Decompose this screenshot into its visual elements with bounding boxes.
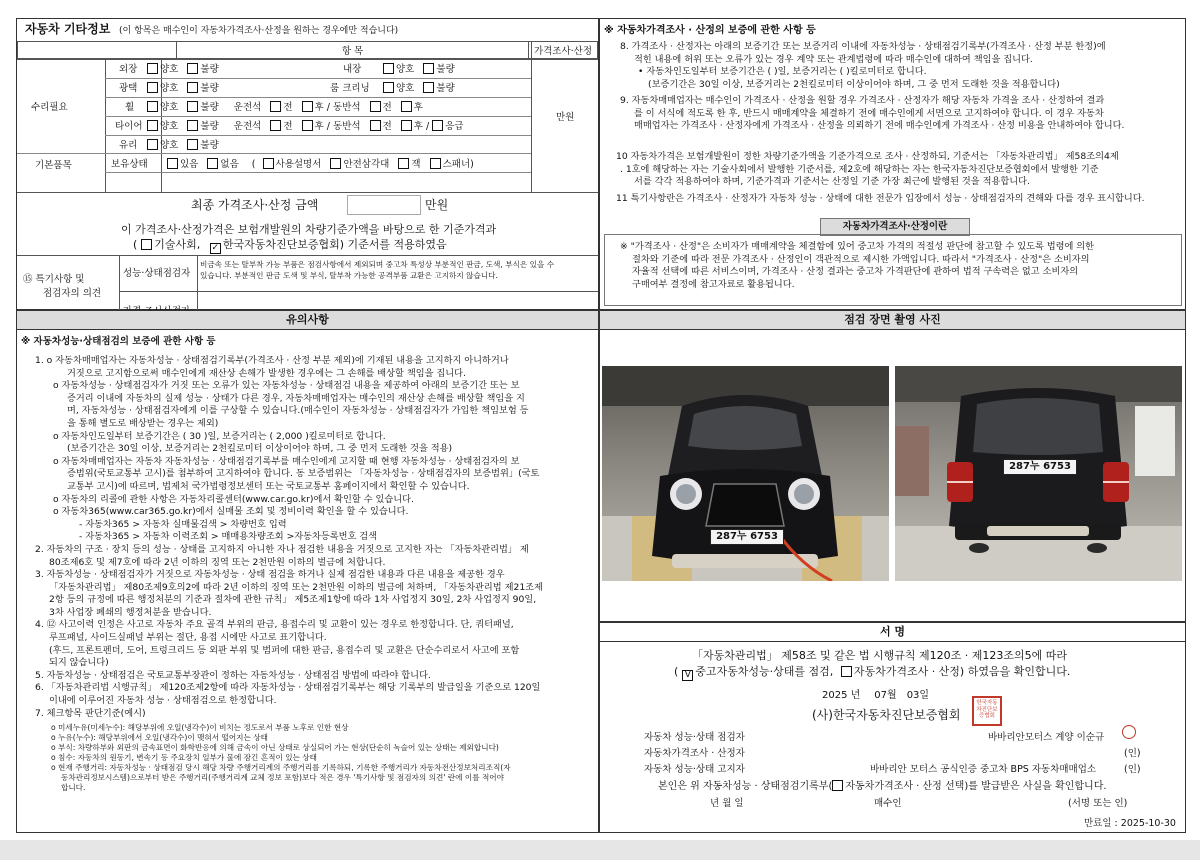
wheel-bad-checkbox[interactable] [187, 101, 198, 112]
row-tire: 타이어 [115, 121, 143, 132]
buyer-date: 년 월 일 [710, 798, 744, 809]
rear-car-photo [895, 366, 1182, 581]
photos-title: 점검 장면 촬영 사진 [600, 311, 1185, 330]
special-label-2: 점검자의 의견 [43, 288, 102, 299]
item-10: 10 자동차가격은 보험개발원이 정한 차량기준가액을 기준가격으로 조사 · 산정하되, 기준서는 「자동차관리법」 제58조의4제 . 1호에 해당하는 자는 기술사회에서 발행한 기준서를, 제2호에 해당하는 자는 한국자동차진단보증협회에서 발행한 기준 서를 각각 적용하여야 하며, 기준가격과 기준서는 산정일 기준 가장 최근에 발행된 것을 적용합니다. [616, 151, 1119, 188]
tire-bad-checkbox[interactable] [187, 120, 198, 131]
row-interior: 내장 [343, 64, 362, 75]
wheel-driver-front-checkbox[interactable] [270, 101, 281, 112]
gloss-options: 양호 불량 [147, 82, 219, 95]
sign-org: (사)한국자동차진단보증협회 [812, 708, 961, 722]
notifier-label: 자동차 성능·상태 고지자 [644, 764, 745, 775]
holding-exists-checkbox[interactable] [167, 158, 178, 169]
other-info-title: 자동차 기타정보 [25, 22, 111, 36]
exterior-good-checkbox[interactable] [147, 63, 158, 74]
used-car-inspection-checkbox[interactable]: V [682, 670, 693, 681]
tech-society-checkbox[interactable] [141, 239, 152, 250]
final-amount-input[interactable] [347, 195, 421, 215]
item-8: 8. 가격조사 · 산정자는 아래의 보증기간 또는 보증거리 이내에 자동차성능 · 상태점검기록부(가격조사 · 산정 부분 한정)에 적힌 내용에 허위 또는 오류가 있는 경우 계약 또는 관계법령에 따라 매수인에 대하여 책임을 집니다. • 자동차인도일부터 보증기간은 ( )일, 보증거리는 ( )킬로미터로 합니다. (보증기간은 30일 이상, 보증거리는 2천킬로미터 이상이어야 하며, 그 중 먼저 도래한 것을 적용합니다) [620, 41, 1106, 90]
inspector-label: 자동차 성능·상태 점검자 [644, 732, 745, 743]
wheel-passenger-front-checkbox[interactable] [370, 101, 381, 112]
perf-inspector-text-1: 비금속 또는 탈부착 가능 부품은 점검사항에서 제외되며 중고차 특성상 부분적인 판금, 도색, 부식은 있을 수 [200, 260, 555, 269]
org-stamp: 한국자동차진단보증협회 [972, 696, 1002, 726]
signature-section [599, 622, 1186, 833]
row-exterior: 외장 [119, 64, 138, 75]
front-license-plate: 287누 6753 [710, 529, 784, 545]
holding-options: 있음 없음 ( 사용설명서 안전삼각대 잭 스패너) [167, 158, 474, 171]
price-unit: 만원 [556, 112, 575, 123]
manual-checkbox[interactable] [263, 158, 274, 169]
buyer-sign: (서명 또는 인) [1068, 798, 1128, 809]
wheel-good-checkbox[interactable] [147, 101, 158, 112]
tire-options: 양호 불량 운전석 전 후 / 동반석 전 후 / 응급 [147, 120, 464, 133]
inspector-name: 바바리안모터스 계양 이순규 [988, 732, 1105, 743]
glass-good-checkbox[interactable] [147, 139, 158, 150]
photos-section [599, 310, 1186, 622]
interior-good-checkbox[interactable] [383, 63, 394, 74]
col-price: 가격조사·산정 [529, 42, 598, 59]
repair-needed-label: 수리필요 [31, 102, 68, 113]
notes-subtitle: ※ 자동차성능·상태점검의 보증에 관한 사항 등 [21, 336, 216, 347]
special-label-1: ⑮ 특기사항 및 [23, 274, 85, 285]
perf-inspector-text-2: 있습니다. 부분적인 판금 도색 및 부식, 탈부착 가능한 공격부품 교환은 고지하지 않습니다. [200, 271, 498, 280]
sign-date: 2025 년 07월 03일 [822, 690, 930, 701]
price-survey-checkbox[interactable] [841, 666, 852, 677]
price-guarantee-title: ※ 자동차가격조사 · 산정의 보증에 관한 사항 등 [604, 25, 816, 36]
kads-checkbox[interactable]: ✓ [211, 243, 220, 253]
row-wheel: 휠 [125, 102, 135, 113]
buyer-label: 매수인 [874, 798, 902, 809]
notes-section [16, 310, 599, 833]
sign-line1: 「자동차관리법」 제58조 및 같은 법 시행규칙 제120조 · 제123조의5에 따라 [692, 649, 1067, 662]
notifier-seal: (인) [1124, 764, 1141, 775]
tire-driver-rear-checkbox[interactable] [302, 120, 313, 131]
tire-passenger-rear-checkbox[interactable] [401, 120, 412, 131]
item-11: 11 특기사항란은 가격조사 · 산정자가 자동차 성능 · 상태에 대한 전문가 입장에서 성능 · 상태점검자의 견해와 다를 경우 표시합니다. [616, 193, 1145, 204]
row-gloss: 광택 [119, 83, 138, 94]
pricer-seal: (인) [1124, 748, 1141, 759]
notes-criteria: o 미세누유(미세누수): 해당부위에 오일(냉각수)이 비치는 정도로서 부품 노후로 인한 현상 o 누유(누수): 해당부위에서 오일(냉각수)이 맺혀서 떨어지는 상태 o 부식: 차량하부와 외판의 금속표면이 화학반응에 의해 금속이 아닌 상태로 상실되어 가는 현상(단순히 녹슬어 있는 상태는 제외합니다) o 침수: 자동차의 원동기, 변속기 등 주요장치 일부가 물에 잠긴 흔적이 있는 상태 o 현재 주행거리: 자동차성능 · 상태점검 당시 해당 차량 주행거리계의 주행거리를 기록하되, 기록한 주행거리가 자동차전산정보처리조직(자 동차관리정보시스템)으로부터 받은 주행거리(주행거리계 교체 정보 포함)보다 적은 경우 '특기사항 및 점검자의 의견' 란에 이를 적어야 합니다. [51, 723, 511, 792]
notes-body: 1. o 자동차매매업자는 자동차성능 · 상태점검기록부(가격조사 · 산정 부분 제외)에 기재된 내용을 고지하지 아니하거나 거짓으로 고지함으로써 매수인에게 재산상 손해가 발생한 경우에는 그 손해를 배상할 책임을 집니다. o 자동차성능 · 상태점검자가 거짓 또는 오류가 있는 자동차성능 · 상태점검 내용을 제공하여 아래의 보증기간 또는 보 증거리 이내에 자동차의 실제 성능 · 상태가 다른 경우, 자동차매매업자는 매수인의 재산상 손해를 배상할 책임을 지 며, 자동차성능 · 상태점검자에게 이를 구상할 수 있습니다.(매수인이 자동차성능 · 상태점검자가 가입한 책임보험 등 을 통해 별도로 배상받는 경우는 제외) o 자동차인도일부터 보증기간은 ( 30 )일, 보증거리는 ( 2,000 )킬로미터로 합니다. (보증기간은 30일 이상, 보증거리는 2천킬로미터 이상이어야 하며, 그 중 먼저 도래한 것을 적용) o 자동차매매업자는 자동차 자동차성능 · 상태점검기록부를 매수인에게 고지할 때 현행 자동차성능 · 상태점검자의 보 증범위(국토교통부 고시)를 첨부하여 고지하여야 합니다. 동 보증범위는 「자동차성능 · 상태점검자의 보증범위」(국토 교통부 고시)에 따르며, 법제처 국가법령정보센터 또는 국토교통부 홈페이지에서 확인할 수 있습니다. o 자동차의 리콜에 관한 사항은 자동차리콜센터(www.car.go.kr)에서 확인할 수 있습니다. o 자동차365(www.car365.go.kr)에서 실매물 조회 및 정비이력 확인을 할 수 있습니다. - 자동차365 > 자동차 실매물검색 > 차량번호 입력 - 자동차365 > 자동차 이력조회 > 매매용차량조회 >자동차등록번호 검색 2. 자동차의 구조 · 장치 등의 성능 · 상태를 고지하지 아니한 자나 점검한 내용을 거짓으로 고지한 자는 「자동차관리법」 제 80조제6호 및 제7호에 따라 2년 이하의 징역 또는 2천만원 이하의 벌금에 처합니다. 3. 자동차성능 · 상태점검자가 거짓으로 자동차성능 · 상태 점검을 하거나 실제 점검한 내용과 다른 내용을 제공한 경우 「자동차관리법」 제80조제9호의2에 따라 2년 이하의 징역 또는 2천만원 이하의 벌금에 처하며, 「자동차관리법 제21조제 2항 등의 규정에 따른 행정처분의 기준과 절차에 관한 규칙」 제5조제1항에 따라 1차 사업정지 30일, 2차 사업정지 90일, 3차 사업장 폐쇄의 행정처분을 받습니다. 4. ⑫ 사고이력 인정은 사고로 자동차 주요 골격 부위의 판금, 용접수리 및 교환이 있는 경우로 한정합니다. 단, 쿼터패널, 루프패널, 사이드실패널 부위는 절단, 용접 시에만 사고로 표기합니다. (후드, 프론트펜더, 도어, 트렁크리드 등 외판 부위 및 범퍼에 대한 판금, 용접수리 및 교환은 단순수리로서 사고에 포함 되지 않습니다) 5. 자동차성능 · 상태점검은 국토교통부장관이 정하는 자동차성능 · 상태점검 방법에 따라야 합니다. 6. 「자동차관리법 시행규칙」 제120조제2항에 따라 자동차성능 · 상태점검기록부는 해당 기록부의 발급일을 기준으로 120일 이내에 이루어진 자동차 성능 · 상태점검으로 한정합니다. 7. 체크항목 판단기준(예시) [35, 355, 543, 719]
item-9: 9. 자동차매매업자는 매수인이 가격조사 · 산정을 원할 경우 가격조사 · 산정자가 해당 자동차 가격을 조사 · 산정하여 결과 를 이 서식에 적도록 한 후, 반드시 매매계약을 체결하기 전에 매수인에게 서면으로 고지하여야 합니다. 이 경우 자동차 매매업자는 가격조사 · 산정자에게 가격조사 · 산정을 의뢰하기 전에 매수인에게 가격조사 · 산정 비용을 안내하여야 합니다. [620, 95, 1125, 132]
other-info-table [17, 41, 598, 59]
exterior-bad-checkbox[interactable] [187, 63, 198, 74]
interior-bad-checkbox[interactable] [423, 63, 434, 74]
col-item: 항 목 [177, 42, 529, 59]
basis-line2: ( 기술사회, ✓ 한국자동차진단보증협회) 기준서를 적용하였음 [133, 238, 447, 253]
holding-none-checkbox[interactable] [207, 158, 218, 169]
tire-driver-front-checkbox[interactable] [270, 120, 281, 131]
spanner-checkbox[interactable] [430, 158, 441, 169]
definition-text: ※ "가격조사 · 산정"은 소비자가 매매계약을 체결함에 있어 중고차 가격의 적절성 판단에 참고할 수 있도록 법령에 의한 절차와 기준에 따라 전문 가격조사 · 산정인이 객관적으로 제시한 가액입니다. 따라서 "가격조사 · 산정"은 소비자의 자율적 선택에 따른 서비스이며, 가격조사 · 산정 결과는 중고차 가격판단에 관하여 법적 구속력은 없고 소비자의 구매여부 결정에 참고자료로 활용됩니다. [620, 241, 1095, 290]
wheel-options: 양호 불량 운전석 전 후 / 동반석 전 후 [147, 101, 423, 114]
basis-line1: 이 가격조사·산정가격은 보험개발원의 차량기준가액을 바탕으로 한 기준가격과 [121, 223, 497, 236]
glass-bad-checkbox[interactable] [187, 139, 198, 150]
final-amount-unit: 만원 [425, 198, 449, 212]
other-info-note: (이 항목은 매수인이 자동차가격조사·산정을 원하는 경우에만 적습니다) [119, 26, 399, 36]
row-glass: 유리 [119, 140, 138, 151]
room-clean-good-checkbox[interactable] [383, 82, 394, 93]
receipt-price-checkbox[interactable] [832, 780, 843, 791]
row-holding: 보유상태 [111, 159, 148, 170]
definition-title: 자동차가격조사·산정이란 [820, 218, 970, 236]
tire-passenger-front-checkbox[interactable] [370, 120, 381, 131]
jack-checkbox[interactable] [398, 158, 409, 169]
row-room-clean: 룸 크리닝 [330, 83, 370, 94]
receipt-line: 본인은 위 자동차성능 · 상태점검기록부( 자동차가격조사 · 산정 선택)를 발급받은 사실을 확인합니다. [658, 781, 1107, 792]
tire-good-checkbox[interactable] [147, 120, 158, 131]
room-clean-bad-checkbox[interactable] [423, 82, 434, 93]
expiry-date: 만료일 : 2025-10-30 [1084, 818, 1176, 829]
room-clean-options: 양호 불량 [383, 82, 455, 95]
glass-options: 양호 불량 [147, 139, 219, 152]
interior-options: 양호 불량 [383, 63, 455, 76]
pricer-label: 자동차가격조사 · 산정자 [644, 748, 745, 759]
signature-title: 서 명 [600, 623, 1185, 642]
final-amount-label: 최종 가격조사·산정 금액 [191, 198, 319, 212]
perf-inspector-label: 성능·상태점검자 [123, 268, 191, 279]
other-info-section [16, 18, 599, 310]
triangle-checkbox[interactable] [330, 158, 341, 169]
bottom-strip [0, 840, 1200, 860]
price-guarantee-section [599, 18, 1186, 310]
gloss-bad-checkbox[interactable] [187, 82, 198, 93]
exterior-options: 양호 불량 [147, 63, 219, 76]
front-car-photo [602, 366, 889, 581]
wheel-passenger-rear-checkbox[interactable] [401, 101, 412, 112]
basic-items-label: 기본품목 [35, 160, 72, 171]
gloss-good-checkbox[interactable] [147, 82, 158, 93]
tire-emergency-checkbox[interactable] [432, 120, 443, 131]
sign-line2: ( V 중고자동차성능·상태를 점검, 자동차가격조사 · 산정) 하였음을 확인합니다. [674, 665, 1071, 680]
inspector-seal-icon [1122, 725, 1136, 739]
notes-title: 유의사항 [17, 311, 598, 330]
notifier-name: 바바리안 모터스 공식인증 중고차 BPS 자동차매매업소 [870, 764, 1097, 775]
wheel-driver-rear-checkbox[interactable] [302, 101, 313, 112]
rear-license-plate: 287누 6753 [1003, 459, 1077, 475]
